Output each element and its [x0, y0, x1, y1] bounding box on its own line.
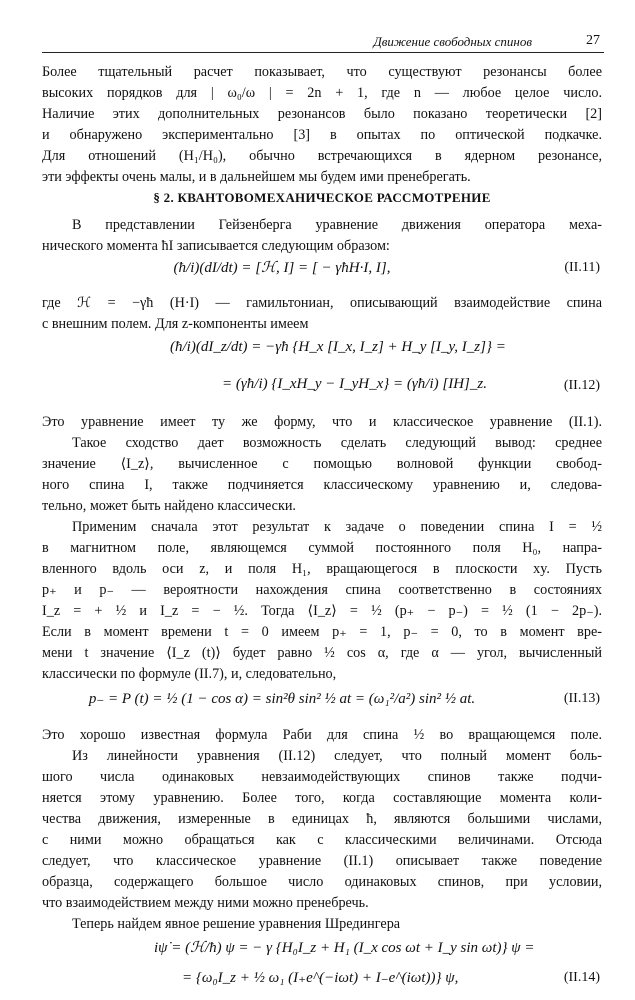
text-line: Это уравнение имеет ту же форму, что и классическое уравнение (II.1). — [42, 414, 602, 430]
text-line: Более тщательный расчет показывает, что существуют резонансы более — [42, 64, 602, 80]
text-line: классически по формуле (II.7), и, следовательно, — [42, 666, 337, 682]
equation-body: p₋ = P (t) = ½ (1 − cos α) = sin²θ sin² ½ at = (ω₁²/a²) sin² ½ at. — [88, 691, 476, 707]
text-line: мени t значение ⟨I_z (t)⟩ будет равно ½ cos α, где α — угол, вычисленный — [42, 645, 602, 661]
equation-label: (II.11) — [564, 260, 600, 275]
paragraph-6 — [42, 725, 602, 935]
equation-body: (ħ/i)(dI_z/dt) = −γħ {H_x [I_x, I_z] + H_y [I_y, I_z]} = — [170, 339, 506, 355]
text-line: В представлении Гейзенберга уравнение движения оператора меха- — [72, 217, 602, 233]
section-title: § 2. КВАНТОВОМЕХАНИЧЕСКОЕ РАССМОТРЕНИЕ — [153, 190, 491, 205]
text-line: нического момента ħI записывается следующим образом: — [42, 238, 390, 254]
equation-II-13 — [42, 683, 602, 719]
text-line: I_z = + ½ и I_z = − ½. Тогда ⟨I_z⟩ = ½ (p₊ − p₋) = ½ (1 − 2p₋). — [42, 603, 602, 619]
text-line: Применим сначала этот результат к задаче о поведении спина I = ½ — [72, 519, 602, 535]
text-line: где ℋ = −γħ (H·I) — гамильтониан, описывающий взаимодействие спина — [42, 295, 602, 311]
text-line: с внешним полем. Для z-компоненты имеем — [42, 316, 309, 332]
equation-body: = (γħ/i) {I_xH_y − I_yH_x} = (γħ/i) [IH]_z. — [222, 376, 487, 392]
text-line: в магнитном поле, являющемся суммой постоянного поля H₀, напра- — [42, 540, 602, 556]
equation-II-12-line1 — [42, 333, 602, 369]
text-line: тельно, может быть найдено классически. — [42, 498, 296, 514]
text-line: Такое сходство дает возможность сделать следующий вывод: среднее — [72, 435, 602, 451]
text-line: и обнаружено экспериментально [3] в опытах по оптической подкачке. — [42, 127, 602, 143]
text-line: образца, содержащего большое число одинаковых спинов, при условии, — [42, 874, 602, 890]
equation-II-14-line2 — [42, 962, 602, 998]
equation-label: (II.13) — [563, 691, 600, 706]
text-line: Это хорошо известная формула Раби для спина ½ во вращающемся поле. — [42, 727, 602, 743]
text-line: вленного вдоль оси z, и поля H₁, вращающегося в плоскости xy. Пусть — [42, 561, 602, 577]
equation-label: (II.12) — [563, 378, 600, 393]
text-line: с ними можно обращаться как с классическими величинами. Отсюда — [42, 832, 602, 848]
equation-body: = {ω₀I_z + ½ ω₁ (I₊e^(−iωt) + I₋e^(iωt))} ψ, — [182, 970, 459, 986]
text-line: Для отношений (H₁/H₀), обычно встречающихся в ядерном резонансе, — [42, 148, 602, 164]
text-line: Из линейности уравнения (II.12) следует, что полный момент боль- — [72, 748, 602, 764]
text-line: что взаимодействием между ними можно пренебречь. — [42, 895, 369, 911]
text-line: p₊ и p₋ — вероятности нахождения спина соответственно в состояниях — [42, 582, 602, 598]
text-line: шого числа одинаковых невзаимодействующих спинов также подчи- — [42, 769, 602, 785]
text-line: Теперь найдем явное решение уравнения Шредингера — [72, 916, 401, 932]
running-title: Движение свободных спинов — [373, 34, 532, 49]
header-rule — [42, 52, 604, 53]
paragraph-5 — [42, 517, 602, 685]
equation-body: (ħ/i)(dI/dt) = [ℋ, I] = [ − γħH·I, I], — [173, 260, 391, 276]
text-line: Наличие этих дополнительных резонансов было показано теоретически [2] — [42, 106, 602, 122]
equation-II-12-line2 — [42, 370, 602, 406]
page-number: 27 — [586, 33, 600, 48]
paragraph-1 — [42, 62, 602, 188]
equation-body: iψ̇ = (ℋ/ħ) ψ = − γ {H₀I_z + H₁ (I_x cos ωt + I_y sin ωt)} ψ = — [154, 940, 535, 956]
running-header — [42, 34, 602, 54]
text-line: значение ⟨I_z⟩, вычисленное с помощью волновой функции свобод- — [42, 456, 602, 472]
text-line: няется этому уравнению. Более того, когда составляющие момента коли- — [42, 790, 602, 806]
text-line: ного спина I, также подчиняется классическому уравнению и, следова- — [42, 477, 602, 493]
paragraph-3 — [42, 293, 602, 335]
paragraph-4 — [42, 412, 602, 517]
text-line: чества движения, измеренные в единицах ħ, являются большими числами, — [42, 811, 602, 827]
text-line: эти эффекты очень малы, и в дальнейшем мы будем ими пренебрегать. — [42, 169, 471, 185]
text-line: следует, что классическое уравнение (II.1) описывает также поведение — [42, 853, 602, 869]
text-line: высоких порядков для | ω₀/ω | = 2n + 1, где n — любое целое число. — [42, 85, 602, 101]
equation-label: (II.14) — [563, 970, 600, 985]
text-line: Если в момент времени t = 0 имеем p₊ = 1, p₋ = 0, то в момент вре- — [42, 624, 602, 640]
paragraph-2 — [42, 215, 602, 257]
equation-II-11 — [42, 252, 602, 288]
